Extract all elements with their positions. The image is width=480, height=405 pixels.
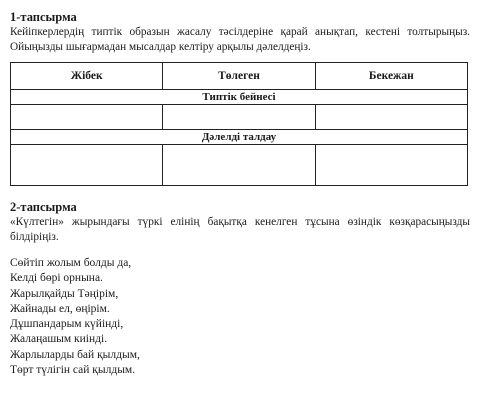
- proof-analysis-cell-tolegen[interactable]: [163, 145, 315, 186]
- character-analysis-table: [10, 62, 468, 186]
- poem-line: Дұшпандарым күйінді,: [10, 318, 124, 331]
- poem-line: Келді бөрі орнына.: [10, 272, 103, 285]
- poem-line: Жайнады ел, өңірім.: [10, 302, 110, 315]
- poem-line: Жарылқайды Тәңірім,: [10, 287, 119, 300]
- table-header-row: [11, 63, 468, 90]
- column-header-bekezhan: Бекежан: [315, 63, 467, 90]
- task1-title: 1-тапсырма: [10, 10, 77, 24]
- typical-image-label: Типтік бейнесі: [11, 90, 468, 105]
- column-header-tolegen: Төлеген: [163, 63, 315, 90]
- proof-analysis-cell-bekezhan[interactable]: [315, 145, 467, 186]
- proof-analysis-answer-row: [11, 145, 468, 186]
- task2-instructions: «Күлтегін» жырындағы түркі елінің бақытқа кенелген тұсына өзіндік көзқарасыңызды білдіріңіз.: [10, 216, 470, 243]
- proof-analysis-label: Дәлелді талдау: [11, 130, 468, 145]
- poem-line: Сөйтіп жолым болды да,: [10, 257, 132, 269]
- typical-image-cell-zhibek[interactable]: [11, 105, 163, 130]
- typical-image-row: [11, 90, 468, 105]
- poem-line: Төрт түлігін сай қылдым.: [10, 364, 136, 377]
- typical-image-cell-bekezhan[interactable]: [315, 105, 467, 130]
- task2-title: 2-тапсырма: [10, 200, 77, 214]
- poem-line: Жарлыларды бай қылдым,: [10, 348, 140, 361]
- poem-excerpt: [10, 256, 470, 378]
- typical-image-cell-tolegen[interactable]: [163, 105, 315, 130]
- typical-image-answer-row: [11, 105, 468, 130]
- proof-analysis-row: [11, 130, 468, 145]
- task1-instructions: Кейіпкерлердің типтік образын жасалу тәсілдеріне қарай анықтап, кестені толтырыңыз. Ойыңызды шығармадан мысалдар келтіру арқылы дәлелдеңіз.: [10, 26, 470, 53]
- poem-line: Жалаңашым киінді.: [10, 333, 108, 346]
- column-header-zhibek: Жібек: [11, 63, 163, 90]
- proof-analysis-cell-zhibek[interactable]: [11, 145, 163, 186]
